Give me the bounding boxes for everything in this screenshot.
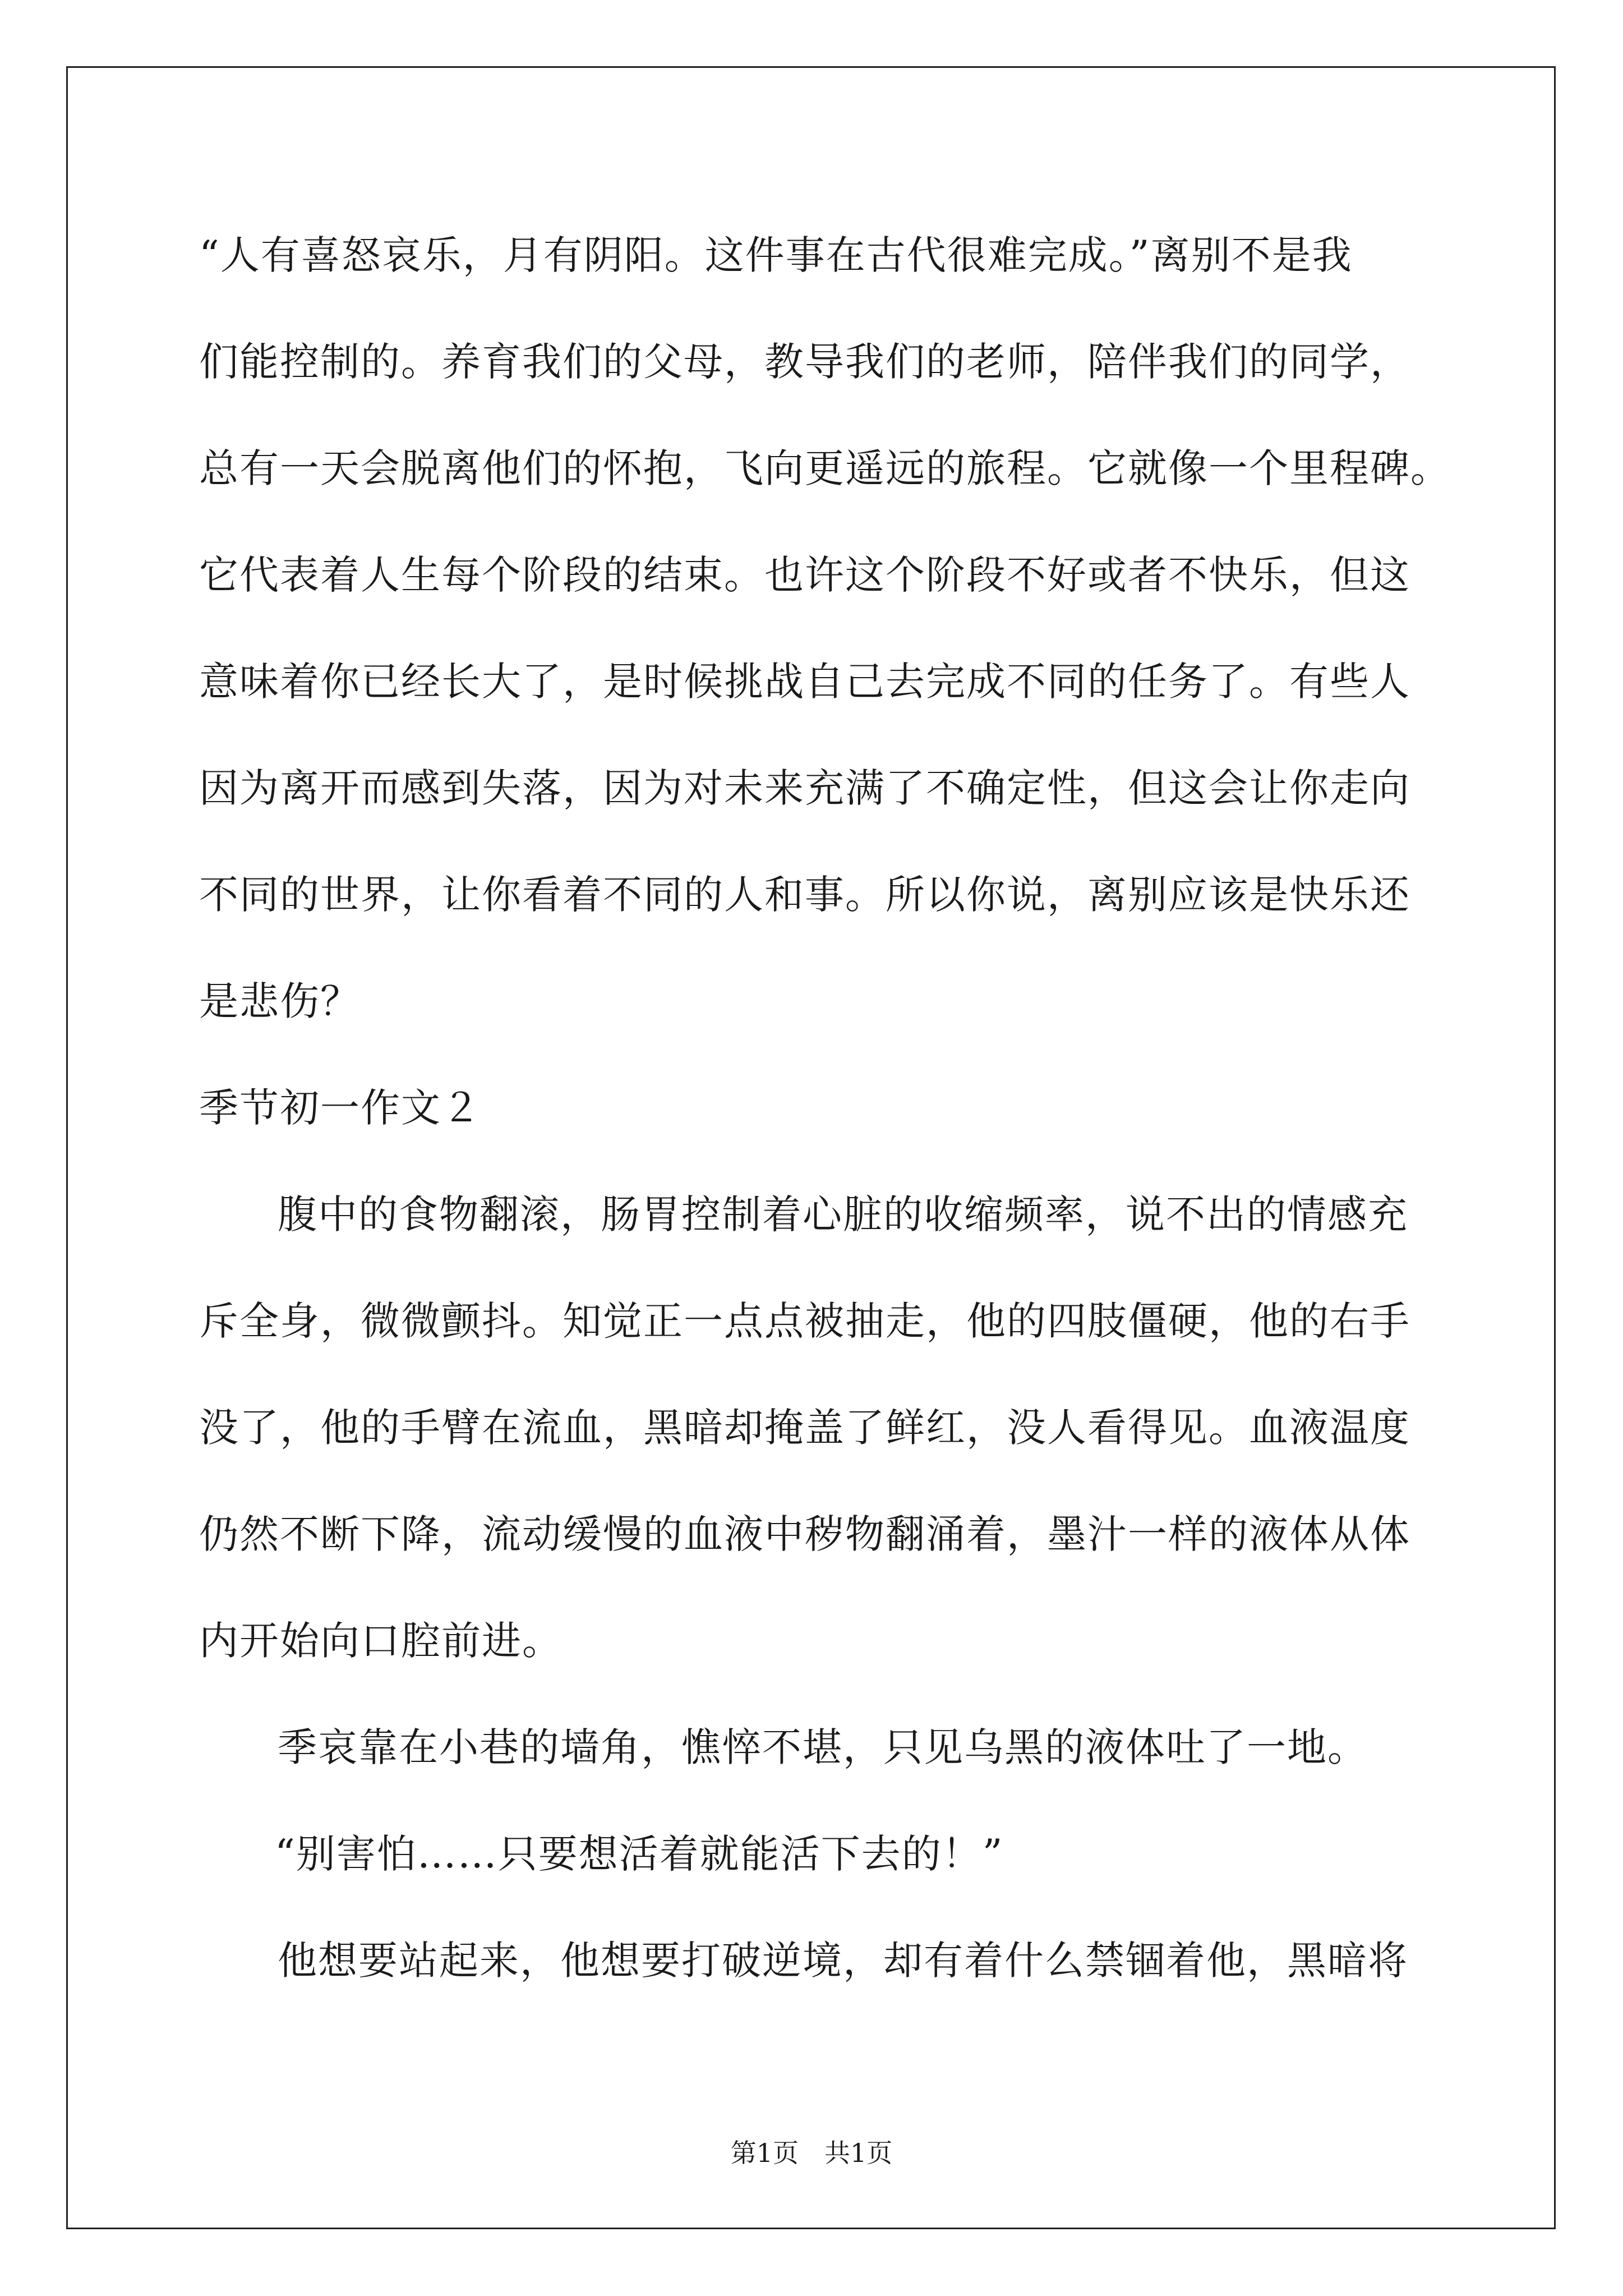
text-line: 们能控制的。养育我们的父母，教导我们的老师，陪伴我们的同学， [199, 339, 1410, 385]
text-line: 斥全身，微微颤抖。知觉正一点点被抽走，他的四肢僵硬，他的右手 [199, 1298, 1410, 1344]
text-line: 内开始向口腔前进。 [199, 1618, 562, 1664]
text-line: 总有一天会脱离他们的怀抱，飞向更遥远的旅程。它就像一个里程碑。 [199, 445, 1451, 491]
quote-line: “别害怕……只要想活着就能活下去的！” [275, 1831, 1004, 1877]
text-line: 没了，他的手臂在流血，黑暗却掩盖了鲜红，没人看得见。血液温度 [199, 1405, 1410, 1451]
text-line: 因为离开而感到失落，因为对未来充满了不确定性，但这会让你走向 [199, 765, 1410, 811]
paragraph: 他想要站起来，他想要打破逆境，却有着什么禁锢着他，黑暗将 [278, 1938, 1408, 1984]
page-number: 第1页 共1页 [730, 2138, 893, 2168]
text-line: 不同的世界，让你看着不同的人和事。所以你说，离别应该是快乐还 [199, 872, 1410, 918]
text-line: 是悲伤？ [199, 978, 361, 1024]
document-body [199, 202, 1489, 2014]
text-line: “人有喜怒哀乐，月有阴阳。这件事在古代很难完成。”离别不是我 [199, 232, 1353, 278]
text-line: 仍然不断下降，流动缓慢的血液中秽物翻涌着，墨汁一样的液体从体 [199, 1511, 1410, 1557]
text-line: 它代表着人生每个阶段的结束。也许这个阶段不好或者不快乐，但这 [199, 552, 1410, 598]
paragraph: 季哀靠在小巷的墙角，憔悴不堪，只见乌黑的液体吐了一地。 [278, 1724, 1368, 1770]
section-title: 季节初一作文２ [199, 1085, 482, 1131]
text-line: 腹中的食物翻滚，肠胃控制着心脏的收缩频率，说不出的情感充 [278, 1191, 1408, 1237]
text-line: 意味着你已经长大了，是时候挑战自己去完成不同的任务了。有些人 [199, 659, 1410, 705]
